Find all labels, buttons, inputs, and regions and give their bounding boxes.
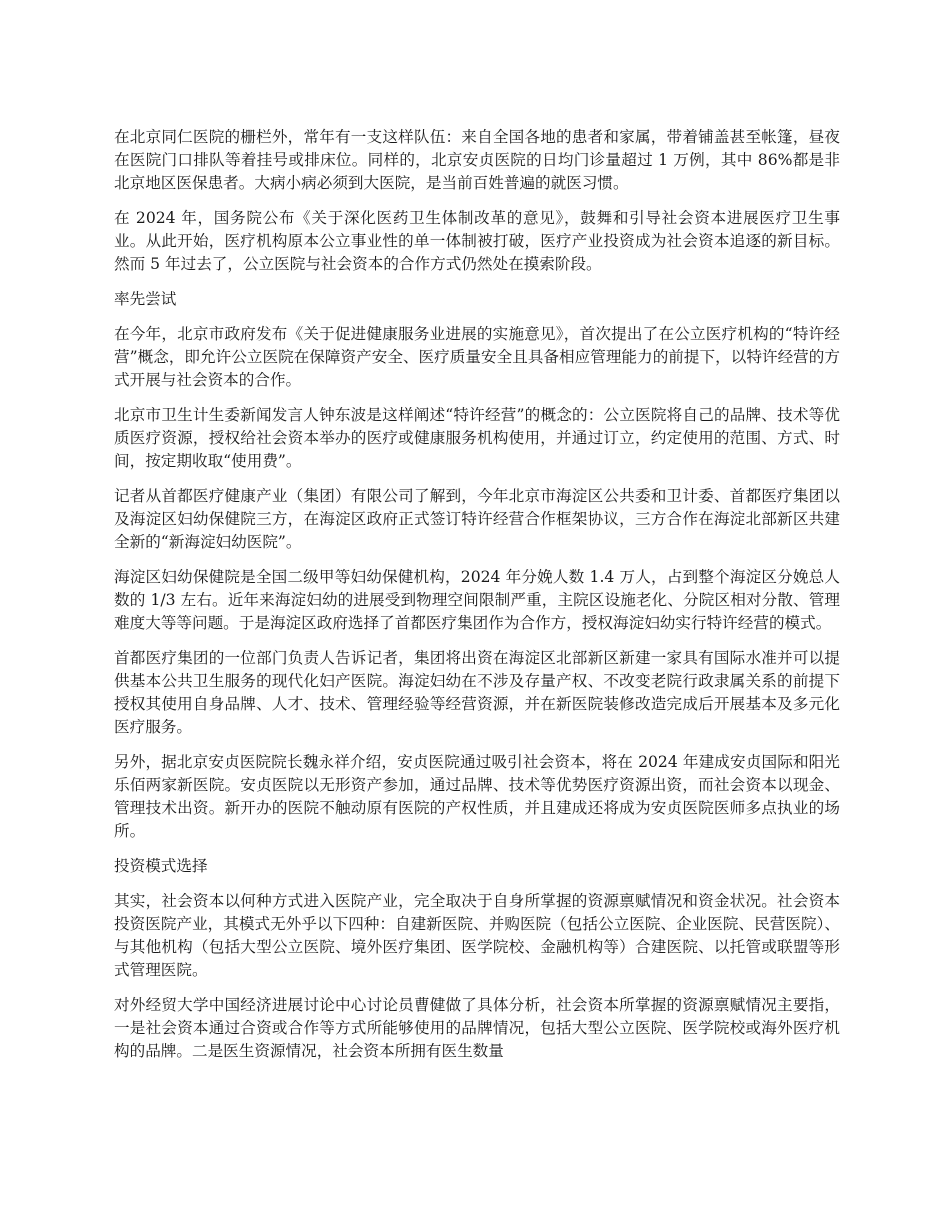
section-heading-investment-model: 投资模式选择: [114, 857, 208, 875]
paragraph-reform-2024: 在 2024 年，国务院公布《关于深化医药卫生体制改革的意见》，鼓舞和引导社会资本进展医疗卫生事业。从此开始，医疗机构原本公立事业性的单一体制被打破，医疗产业投资成为社会资本追逐的新目标。然而 5 年过去了，公立医院与社会资本的合作方式仍然处在摸索阶段。: [114, 209, 840, 273]
paragraph-queue: 在北京同仁医院的栅栏外，常年有一支这样队伍：来自全国各地的患者和家属，带着铺盖甚至帐篷，昼夜在医院门口排队等着挂号或排床位。同样的，北京安贞医院的日均门诊量超过 1 万例，其中 86%都是非北京地区医保患者。大病小病必须到大医院，是当前百姓普遍的就医习惯。: [114, 128, 840, 192]
paragraph-franchise-concept: 在今年，北京市政府发布《关于促进健康服务业进展的实施意见》，首次提出了在公立医疗机构的“特许经营”概念，即允许公立医院在保障资产安全、医疗质量安全且具备相应管理能力的前提下，以特许经营的方式开展与社会资本的合作。: [114, 325, 840, 389]
paragraph-four-models: 其实，社会资本以何种方式进入医院产业，完全取决于自身所掌握的资源禀赋情况和资金状况。社会资本投资医院产业，其模式无外乎以下四种：自建新医院、并购医院（包括公立医院、企业医院、民营医院）、与其他机构（包括大型公立医院、境外医疗集团、医学院校、金融机构等）合建医院、以托管或联盟等形式管理医院。: [114, 892, 840, 979]
paragraph-spokesperson: 北京市卫生计生委新闻发言人钟东波是这样阐述“特许经营”的概念的：公立医院将自己的品牌、技术等优质医疗资源，授权给社会资本举办的医疗或健康服务机构使用，并通过订立，约定使用的范围、方式、时间，按定期收取“使用费”。: [114, 406, 840, 470]
paragraph-haidian-hospital: 海淀区妇幼保健院是全国二级甲等妇幼保健机构，2024 年分娩人数 1.4 万人，占到整个海淀区分娩总人数的 1/3 左右。近年来海淀妇幼的进展受到物理空间限制严重，主院区设施老化、分院区相对分散、管理难度大等等问题。于是海淀区政府选择了首都医疗集团作为合作方，授权海淀妇幼实行特许经营的模式。: [114, 568, 840, 632]
document-page: [114, 126, 840, 1075]
paragraph-anzhen: 另外，据北京安贞医院院长魏永祥介绍，安贞医院通过吸引社会资本，将在 2024 年建成安贞国际和阳光乐佰两家新医院。安贞医院以无形资产参加，通过品牌、技术等优势医疗资源出资，而社会资本以现金、管理技术出资。新开办的医院不触动原有医院的产权性质，并且建成还将成为安贞医院医师多点执业的场所。: [114, 753, 840, 840]
paragraph-haidian-agreement: 记者从首都医疗健康产业（集团）有限公司了解到，今年北京市海淀区公共委和卫计委、首都医疗集团以及海淀区妇幼保健院三方，在海淀区政府正式签订特许经营合作框架协议，三方合作在海淀北部新区共建全新的“新海淀妇幼医院”。: [114, 487, 840, 551]
paragraph-capital-group: 首都医疗集团的一位部门负责人告诉记者，集团将出资在海淀区北部新区新建一家具有国际水准并可以提供基本公共卫生服务的现代化妇产医院。海淀妇幼在不涉及存量产权、不改变老院行政隶属关系的前提下授权其使用自身品牌、人才、技术、管理经验等经营资源，并在新医院装修改造完成后开展基本及多元化医疗服务。: [114, 649, 840, 736]
section-heading-first-attempt: 率先尝试: [114, 290, 177, 308]
paragraph-analysis: 对外经贸大学中国经济进展讨论中心讨论员曹健做了具体分析，社会资本所掌握的资源禀赋情况主要指，一是社会资本通过合资或合作等方式所能够使用的品牌情况，包括大型公立医院、医学院校或海外医疗机构的品牌。二是医生资源情况，社会资本所拥有医生数量: [114, 996, 840, 1060]
